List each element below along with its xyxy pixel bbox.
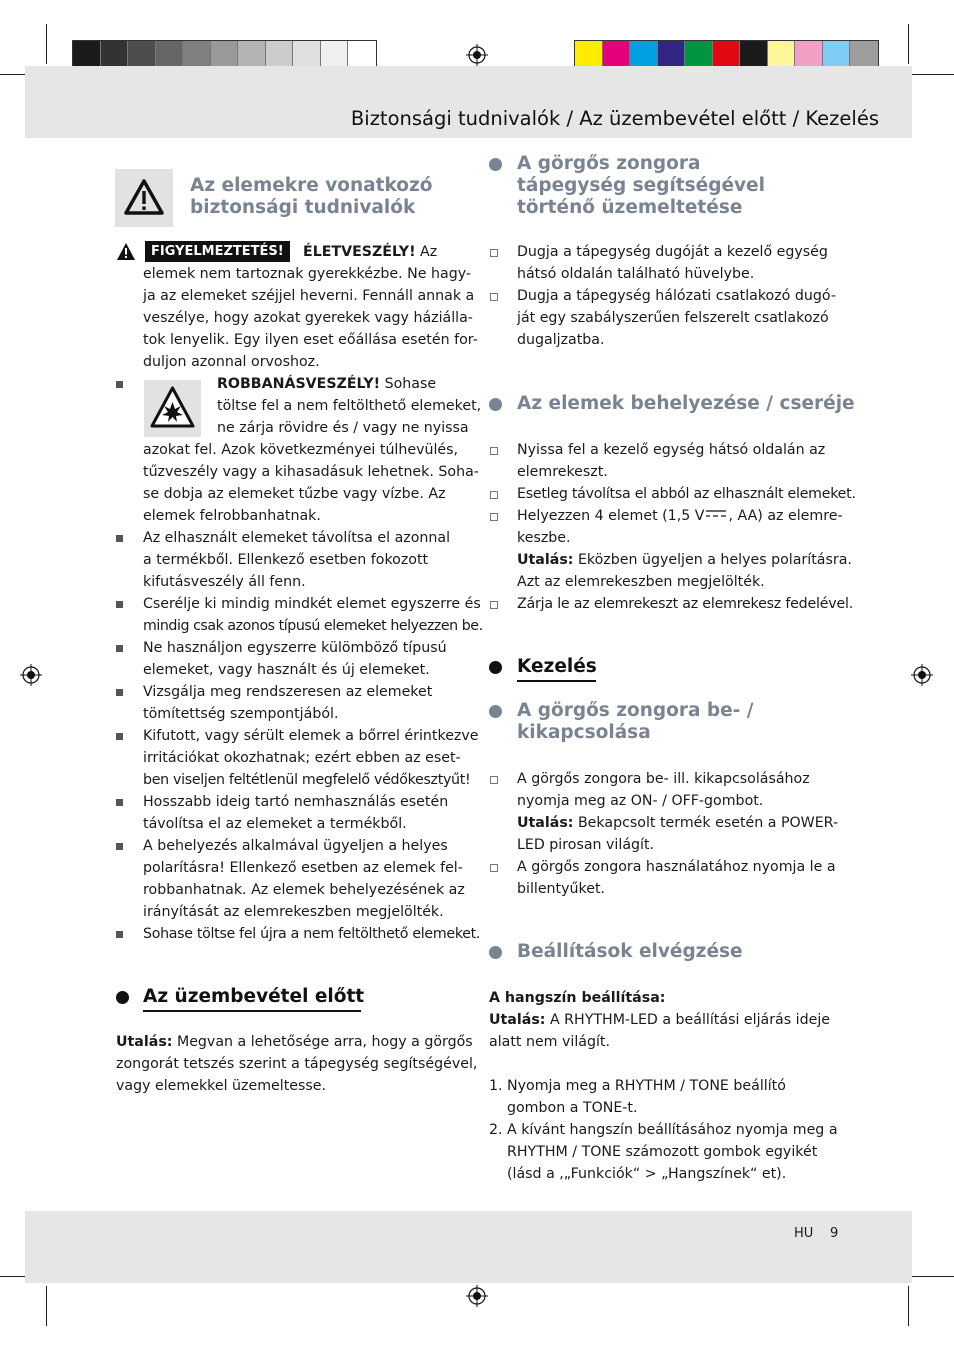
registration-mark-icon xyxy=(466,1285,488,1307)
section-bullet-dot xyxy=(489,398,502,411)
color-swatch xyxy=(575,41,603,69)
list-item: elemeket, vagy használt és új elemeket. xyxy=(143,662,430,678)
list-item: Dugja a tápegység hálózati csatlakozó dugó- xyxy=(517,288,836,304)
note-text: vagy elemekkel üzemeltesse. xyxy=(116,1078,327,1094)
color-swatch xyxy=(740,41,768,69)
crop-mark xyxy=(908,1286,909,1326)
explosion-text: töltse fel a nem feltölthető elemeket, xyxy=(217,398,482,414)
step-text: A kívánt hangszín beállításához nyomja meg a xyxy=(507,1122,838,1138)
note-label: Utalás: xyxy=(116,1034,173,1050)
bullet-checkbox xyxy=(490,249,498,257)
bullet-square xyxy=(116,689,123,696)
warning-label: FIGYELMEZTETÉS! xyxy=(145,241,290,262)
list-item: Ne használjon egyszerre külömböző típusú xyxy=(143,640,447,656)
list-item-battery xyxy=(517,505,843,527)
color-swatch xyxy=(238,41,266,69)
step-text: gombon a TONE-t. xyxy=(507,1100,638,1116)
color-swatch xyxy=(850,41,878,69)
explosion-text: ne zárja rövidre és / vagy ne nyissa xyxy=(217,420,469,436)
section-bullet-dot xyxy=(116,991,129,1004)
operation-heading: Kezelés xyxy=(517,656,597,677)
step-text: Nyomja meg a RHYTHM / TONE beállító xyxy=(507,1078,786,1094)
list-item: robbanhatnak. Az elemek behelyezésének az xyxy=(143,882,465,898)
power-adapter-heading-line3: történő üzemeltetése xyxy=(517,197,743,218)
list-item: billentyűket. xyxy=(517,881,606,897)
color-swatch xyxy=(768,41,796,69)
bullet-checkbox xyxy=(490,447,498,455)
warning-text: duljon azonnal orvoshoz. xyxy=(143,354,320,370)
crop-mark xyxy=(908,24,909,64)
color-swatch xyxy=(658,41,686,69)
list-item: Zárja le az elemrekeszt az elemrekesz fedelével. xyxy=(517,596,854,612)
color-swatch xyxy=(128,41,156,69)
dc-symbol-icon xyxy=(705,509,727,519)
list-item: ját egy szabályszerűen felszerelt csatlakozó xyxy=(517,310,829,326)
sound-subheading: A hangszín beállítása: xyxy=(489,990,666,1006)
step-text: RHYTHM / TONE számozott gombok egyikét xyxy=(507,1144,818,1160)
startup-note-line xyxy=(116,1031,473,1053)
section-bullet-dot xyxy=(489,661,502,674)
page-footer xyxy=(25,1211,912,1283)
color-swatch xyxy=(211,41,239,69)
list-item: Hosszabb ideig tartó nemhasználás esetén xyxy=(143,794,449,810)
page-number: 9 xyxy=(830,1226,839,1241)
bullet-square xyxy=(116,535,123,542)
list-item: keszbe. xyxy=(517,530,571,546)
list-item-text: Helyezzen 4 elemet (1,5 V xyxy=(517,508,705,524)
list-item: mindig csak azonos típusú elemeket helyezzen be. xyxy=(143,618,483,634)
color-swatch xyxy=(101,41,129,69)
list-item: elemrekeszt. xyxy=(517,464,608,480)
warning-text: elemek nem tartoznak gyerekkézbe. Ne hagy- xyxy=(143,266,471,282)
color-swatch xyxy=(603,41,631,69)
list-item: Esetleg távolítsa el abból az elhasznált elemeket. xyxy=(517,486,856,502)
list-item: Vizsgálja meg rendszeresen az elemeket xyxy=(143,684,433,700)
warning-text: ja az elemeket széjjel heverni. Fennáll annak a xyxy=(143,288,475,304)
note-label: Utalás: xyxy=(517,815,574,831)
explosion-icon-box xyxy=(144,380,201,437)
battery-safety-heading-line2: biztonsági tudnivalók xyxy=(190,197,416,218)
note-line xyxy=(489,1009,830,1031)
note-text: Azt az elemrekeszben megjelölték. xyxy=(517,574,765,590)
explosion-text: azokat fel. Azok következményei túlhevülés, xyxy=(143,442,459,458)
note-label: Utalás: xyxy=(517,552,574,568)
warning-text: Az xyxy=(415,244,438,260)
crop-mark xyxy=(908,1276,954,1277)
section-bullet-dot xyxy=(489,158,502,171)
startup-heading: Az üzembevétel előtt xyxy=(143,986,365,1007)
bullet-square xyxy=(116,733,123,740)
section-bullet-dot xyxy=(489,946,502,959)
warning-triangle-small-icon xyxy=(116,242,136,261)
warning-text: tok lenyelik. Egy ilyen eset eőállása esetén for- xyxy=(143,332,478,348)
explosion-first-line xyxy=(217,373,436,395)
list-item: dugaljzatba. xyxy=(517,332,605,348)
color-swatch xyxy=(348,41,376,69)
color-swatch xyxy=(293,41,321,69)
note-text: Megvan a lehetősége arra, hogy a görgős xyxy=(172,1034,473,1050)
list-item: irányítását az elemrekeszben megjelölték. xyxy=(143,904,444,920)
bullet-checkbox xyxy=(490,601,498,609)
note-text: Eközben ügyeljen a helyes polarításra. xyxy=(573,552,852,568)
warning-icon-box xyxy=(115,169,173,227)
note-text: alatt nem világít. xyxy=(489,1034,611,1050)
list-item: Az elhasznált elemeket távolítsa el azonnal xyxy=(143,530,451,546)
warning-bold: ÉLETVESZÉLY! xyxy=(303,244,416,260)
note-label: Utalás: xyxy=(489,1012,546,1028)
heading-underline xyxy=(143,1010,361,1012)
page-title: Biztonsági tudnivalók / Az üzembevétel előtt / Kezelés xyxy=(350,107,879,130)
power-adapter-heading-line1: A görgős zongora xyxy=(517,153,701,174)
onoff-heading-line2: kikapcsolása xyxy=(517,722,651,743)
note-line xyxy=(517,812,838,834)
bullet-checkbox xyxy=(490,513,498,521)
explosion-hazard-icon xyxy=(144,380,201,437)
list-item: A behelyezés alkalmával ügyeljen a helyes xyxy=(143,838,448,854)
bullet-square xyxy=(116,381,123,388)
bullet-square xyxy=(116,645,123,652)
note-text: zongorát tetszés szerint a tápegység segítségével, xyxy=(116,1056,478,1072)
battery-safety-heading-line1: Az elemekre vonatkozó xyxy=(190,175,433,196)
registration-mark-icon xyxy=(466,44,488,66)
crop-mark xyxy=(908,74,954,75)
list-item: Dugja a tápegység dugóját a kezelő egység xyxy=(517,244,828,260)
list-item: kifutásveszély áll fenn. xyxy=(143,574,306,590)
heading-underline xyxy=(517,680,596,682)
power-adapter-heading-line2: tápegység segítségével xyxy=(517,175,765,196)
onoff-heading-line1: A görgős zongora be- / xyxy=(517,700,754,721)
bullet-square xyxy=(116,799,123,806)
bullet-square xyxy=(116,843,123,850)
insert-batteries-heading: Az elemek behelyezése / cseréje xyxy=(517,393,855,414)
explosion-text: se dobja az elemeket tűzbe vagy vízbe. Az xyxy=(143,486,446,502)
list-item: hátsó oldalán található hüvelybe. xyxy=(517,266,755,282)
color-swatch xyxy=(183,41,211,69)
crop-mark xyxy=(46,1286,47,1326)
bullet-square xyxy=(116,931,123,938)
crop-mark xyxy=(46,24,47,64)
list-item: tömítettség szempontjából. xyxy=(143,706,339,722)
list-item: A görgős zongora be- ill. kikapcsolásához xyxy=(517,771,810,787)
warning-triangle-icon xyxy=(115,169,173,227)
list-item: polarításra! Ellenkező esetben az elemek fel- xyxy=(143,860,463,876)
settings-heading: Beállítások elvégzése xyxy=(517,941,743,962)
list-item: Sohase töltse fel újra a nem feltölthető elemeket. xyxy=(143,926,481,942)
color-swatch xyxy=(630,41,658,69)
note-text: Bekapcsolt termék esetén a POWER- xyxy=(573,815,839,831)
list-item: A görgős zongora használatához nyomja le a xyxy=(517,859,836,875)
explosion-text: elemek felrobbanhatnak. xyxy=(143,508,321,524)
explosion-text: Sohase xyxy=(380,376,437,392)
warning-text: veszélye, hogy azokat gyerekek vagy háziálla- xyxy=(143,310,473,326)
registration-mark-icon xyxy=(20,664,42,686)
bullet-checkbox xyxy=(490,776,498,784)
explosion-text: tűzveszély vagy a kihasadásuk lehetnek. Soha- xyxy=(143,464,479,480)
note-line xyxy=(517,549,852,571)
bullet-square xyxy=(116,601,123,608)
bullet-checkbox xyxy=(490,864,498,872)
color-swatch xyxy=(73,41,101,69)
color-swatch xyxy=(321,41,349,69)
list-item: a termékből. Ellenkező esetben fokozott xyxy=(143,552,429,568)
bullet-checkbox xyxy=(490,491,498,499)
color-swatch xyxy=(266,41,294,69)
registration-mark-icon xyxy=(911,664,933,686)
color-swatch xyxy=(823,41,851,69)
note-text: A RHYTHM-LED a beállítási eljárás ideje xyxy=(545,1012,830,1028)
list-item: Kifutott, vagy sérült elemek a bőrrel érintkezve xyxy=(143,728,479,744)
list-item: ben viseljen feltétlenül megfelelő védőkesztyűt! xyxy=(143,772,471,788)
explosion-bold: ROBBANÁSVESZÉLY! xyxy=(217,376,381,392)
language-code: HU xyxy=(794,1226,814,1241)
warning-first-line xyxy=(303,241,437,263)
color-swatch xyxy=(713,41,741,69)
list-item: nyomja meg az ON- / OFF-gombot. xyxy=(517,793,764,809)
color-swatch xyxy=(795,41,823,69)
list-item-text: , AA) az elemre- xyxy=(728,508,843,524)
list-item: távolítsa el az elemeket a termékből. xyxy=(143,816,407,832)
step-text: (lásd a ,„Funkciók“ > „Hangszínek“ et). xyxy=(507,1166,787,1182)
color-swatch xyxy=(685,41,713,69)
color-swatch xyxy=(156,41,184,69)
bullet-checkbox xyxy=(490,293,498,301)
step-number: 2. xyxy=(489,1122,503,1138)
step-number: 1. xyxy=(489,1078,503,1094)
note-text: LED pirosan világít. xyxy=(517,837,655,853)
list-item: Cserélje ki mindig mindkét elemet egyszerre és xyxy=(143,596,481,612)
list-item: Nyissa fel a kezelő egység hátsó oldalán az xyxy=(517,442,826,458)
section-bullet-dot xyxy=(489,705,502,718)
list-item: irritációkat okozhatnak; ezért ebben az eset- xyxy=(143,750,461,766)
